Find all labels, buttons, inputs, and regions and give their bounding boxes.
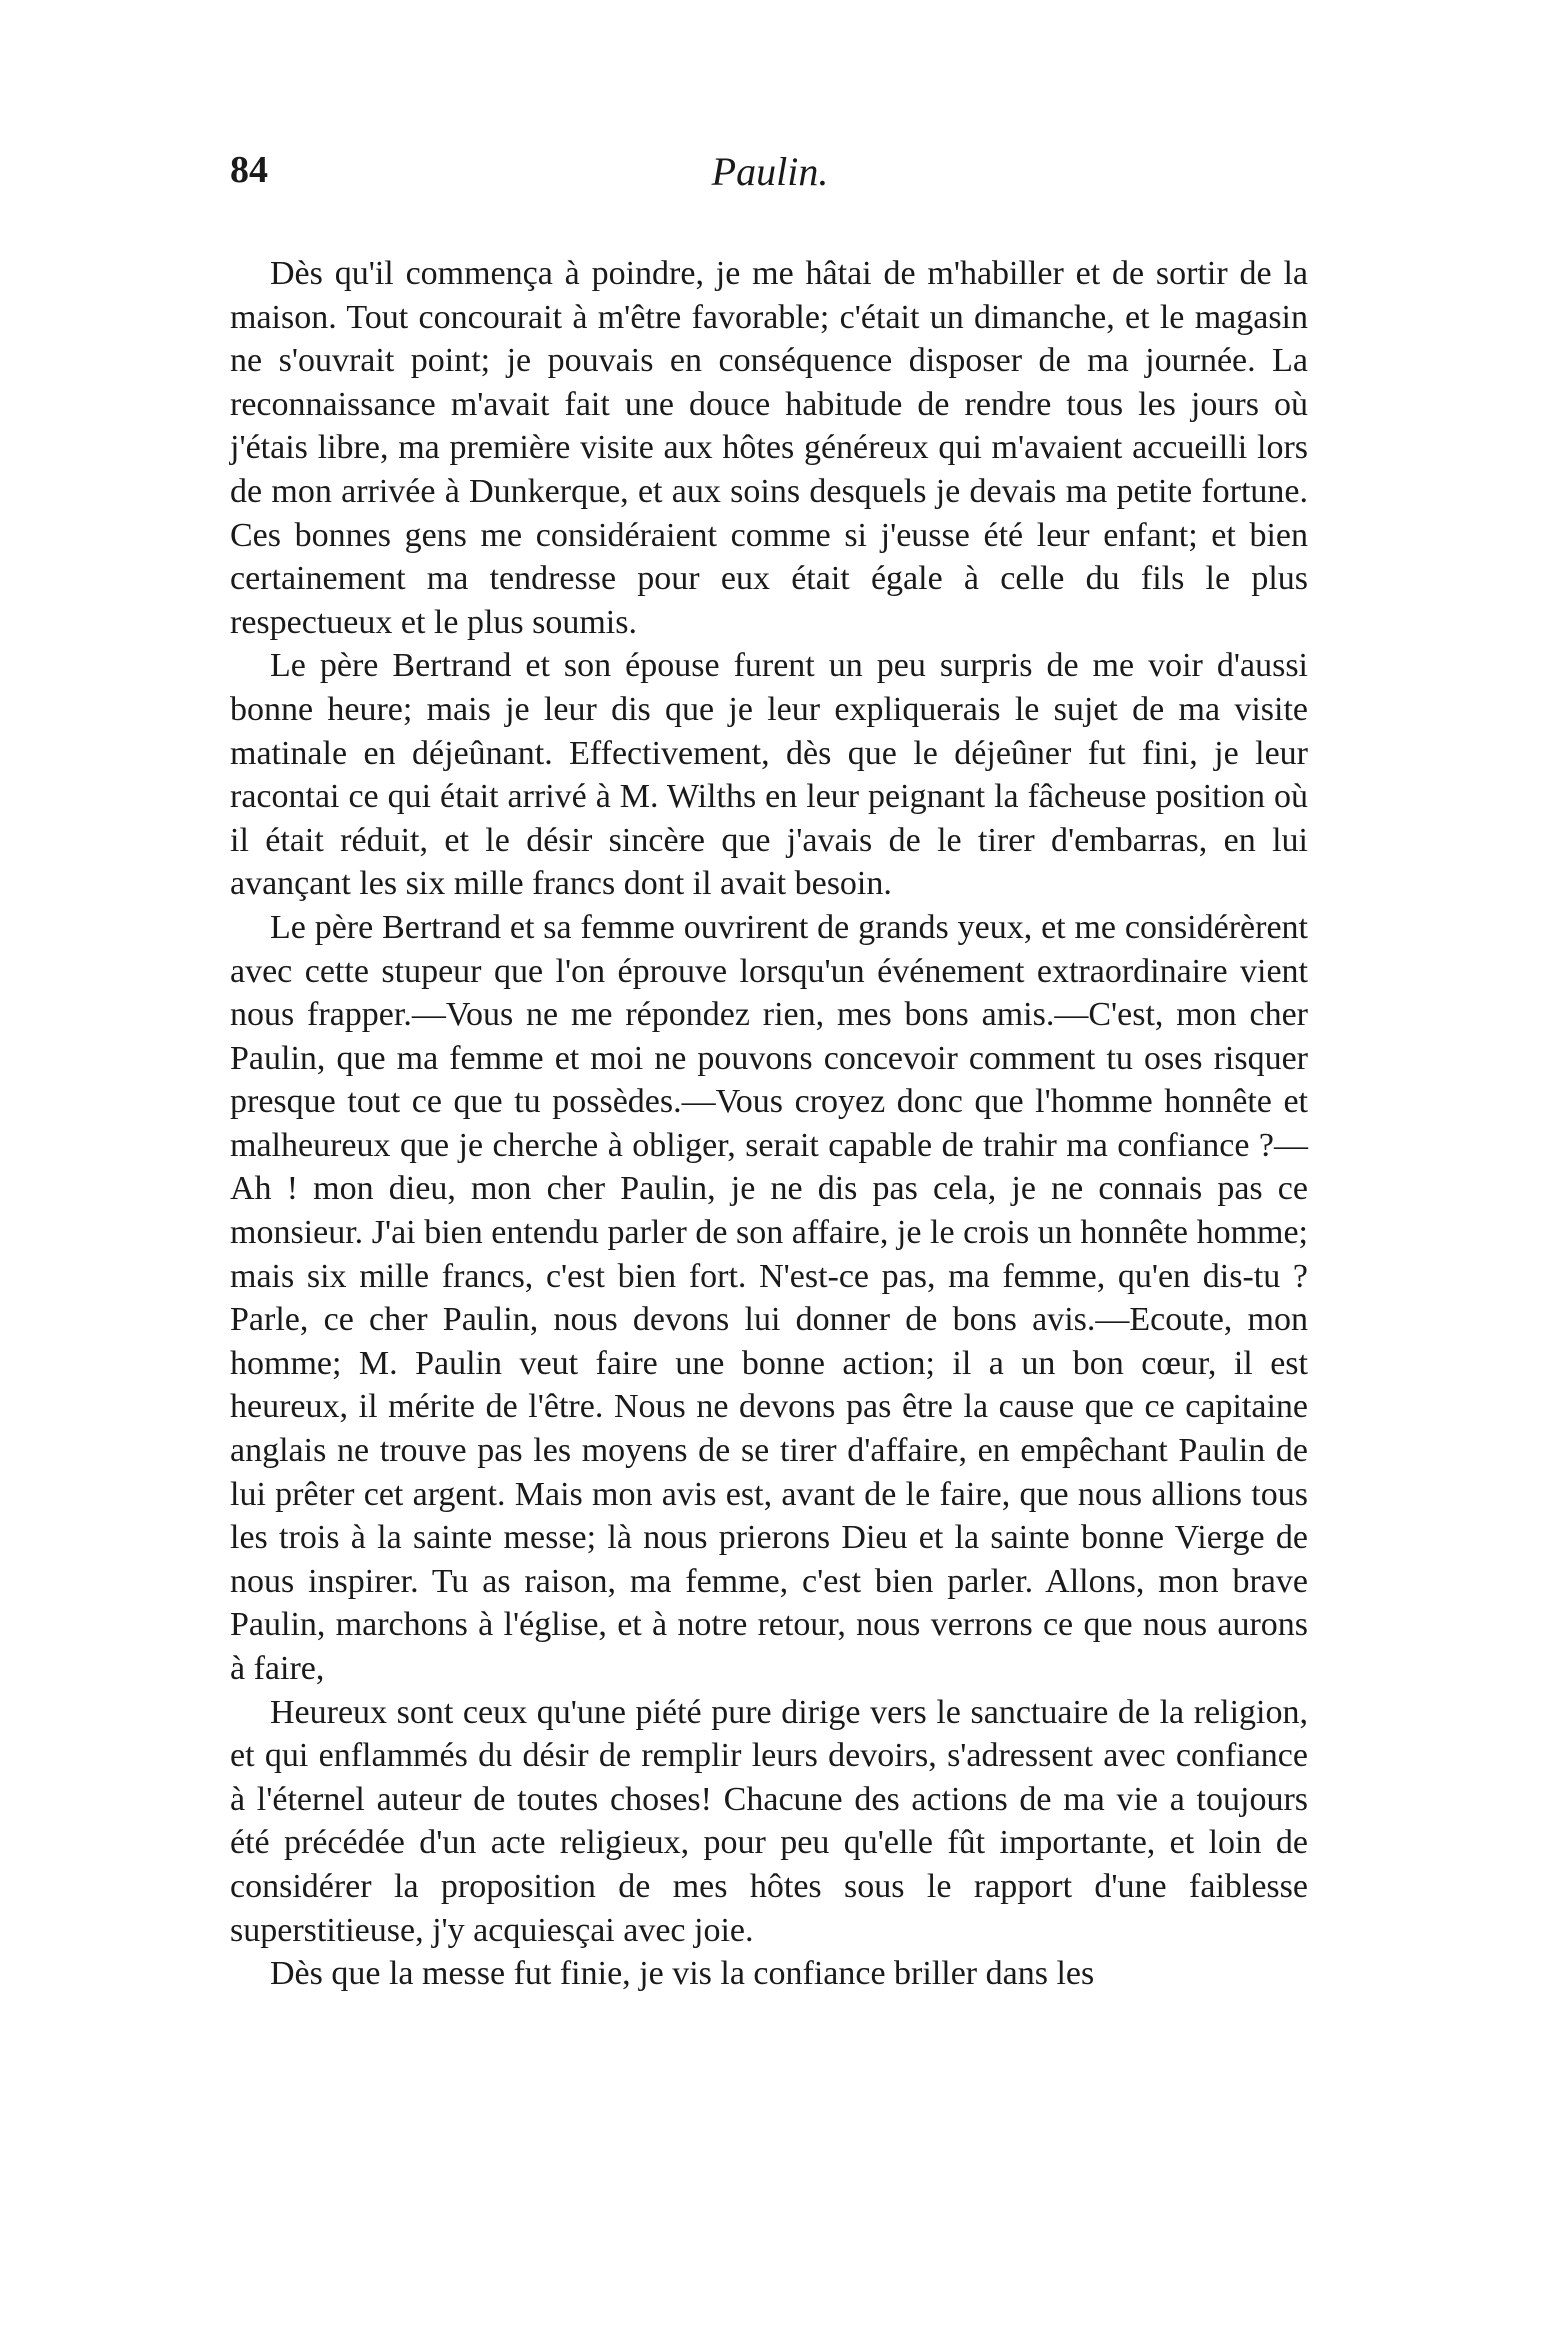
paragraph: Heureux sont ceux qu'une piété pure dirige vers le sanctuaire de la religion, et qui enflammés du désir de remplir leurs devoirs, s'adressent avec confiance à l'éternel auteur de toutes choses! Chacune des actions de ma vie a toujours été précédée d'un acte religieux, pour peu qu'elle fût importante, et loin de considérer la proposition de mes hôtes sous le rapport d'une faiblesse superstitieuse, j'y acquiesçai avec joie.	[230, 1693, 1308, 1949]
page-number: 84	[230, 149, 268, 191]
page-header	[230, 148, 1310, 208]
body-text	[230, 252, 1308, 1996]
paragraph: Le père Bertrand et son épouse furent un peu surpris de me voir d'aussi bonne heure; mais je leur dis que je leur expliquerais le sujet de ma visite matinale en déjeûnant. Effectivement, dès que le déjeûner fut fini, je leur racontai ce qui était arrivé à M. Wilths en leur peignant la fâcheuse position où il était réduit, et le désir sincère que j'avais de le tirer d'embarras, en lui avançant les six mille francs dont il avait besoin.	[230, 647, 1308, 903]
paragraph: Dès qu'il commença à poindre, je me hâtai de m'habiller et de sortir de la maison. Tout concourait à m'être favorable; c'était un dimanche, et le magasin ne s'ouvrait point; je pouvais en conséquence disposer de ma journée. La reconnaissance m'avait fait une douce habitude de rendre tous les jours où j'étais libre, ma première visite aux hôtes généreux qui m'avaient accueilli lors de mon arrivée à Dunkerque, et aux soins desquels je devais ma petite fortune. Ces bonnes gens me considéraient comme si j'eusse été leur enfant; et bien certainement ma tendresse pour eux était égale à celle du fils le plus respectueux et le plus soumis.	[230, 255, 1308, 641]
paragraph: Le père Bertrand et sa femme ouvrirent de grands yeux, et me considérèrent avec cette stupeur que l'on éprouve lorsqu'un événement extraordinaire vient nous frapper.—Vous ne me répondez rien, mes bons amis.—C'est, mon cher Paulin, que ma femme et moi ne pouvons concevoir comment tu oses risquer presque tout ce que tu possèdes.—Vous croyez donc que l'homme honnête et malheureux que je cherche à obliger, serait capable de trahir ma confiance ?—Ah ! mon dieu, mon cher Paulin, je ne dis pas cela, je ne connais pas ce monsieur. J'ai bien entendu parler de son affaire, je le crois un honnête homme; mais six mille francs, c'est bien fort. N'est-ce pas, ma femme, qu'en dis-tu ? Parle, ce cher Paulin, nous devons lui donner de bons avis.—Ecoute, mon homme; M. Paulin veut faire une bonne action; il a un bon cœur, il est heureux, il mérite de l'être. Nous ne devons pas être la cause que ce capitaine anglais ne trouve pas les moyens de se tirer d'affaire, en empêchant Paulin de lui prêter cet argent. Mais mon avis est, avant de le faire, que nous allions tous les trois à la sainte messe; là nous prierons Dieu et la sainte bonne Vierge de nous inspirer. Tu as raison, ma femme, c'est bien parler. Allons, mon brave Paulin, marchons à l'église, et à notre retour, nous verrons ce que nous aurons à faire,	[230, 908, 1308, 1687]
paragraph: Dès que la messe fut finie, je vis la confiance briller dans les	[270, 1955, 1095, 1993]
running-head: Paulin.	[711, 149, 829, 194]
